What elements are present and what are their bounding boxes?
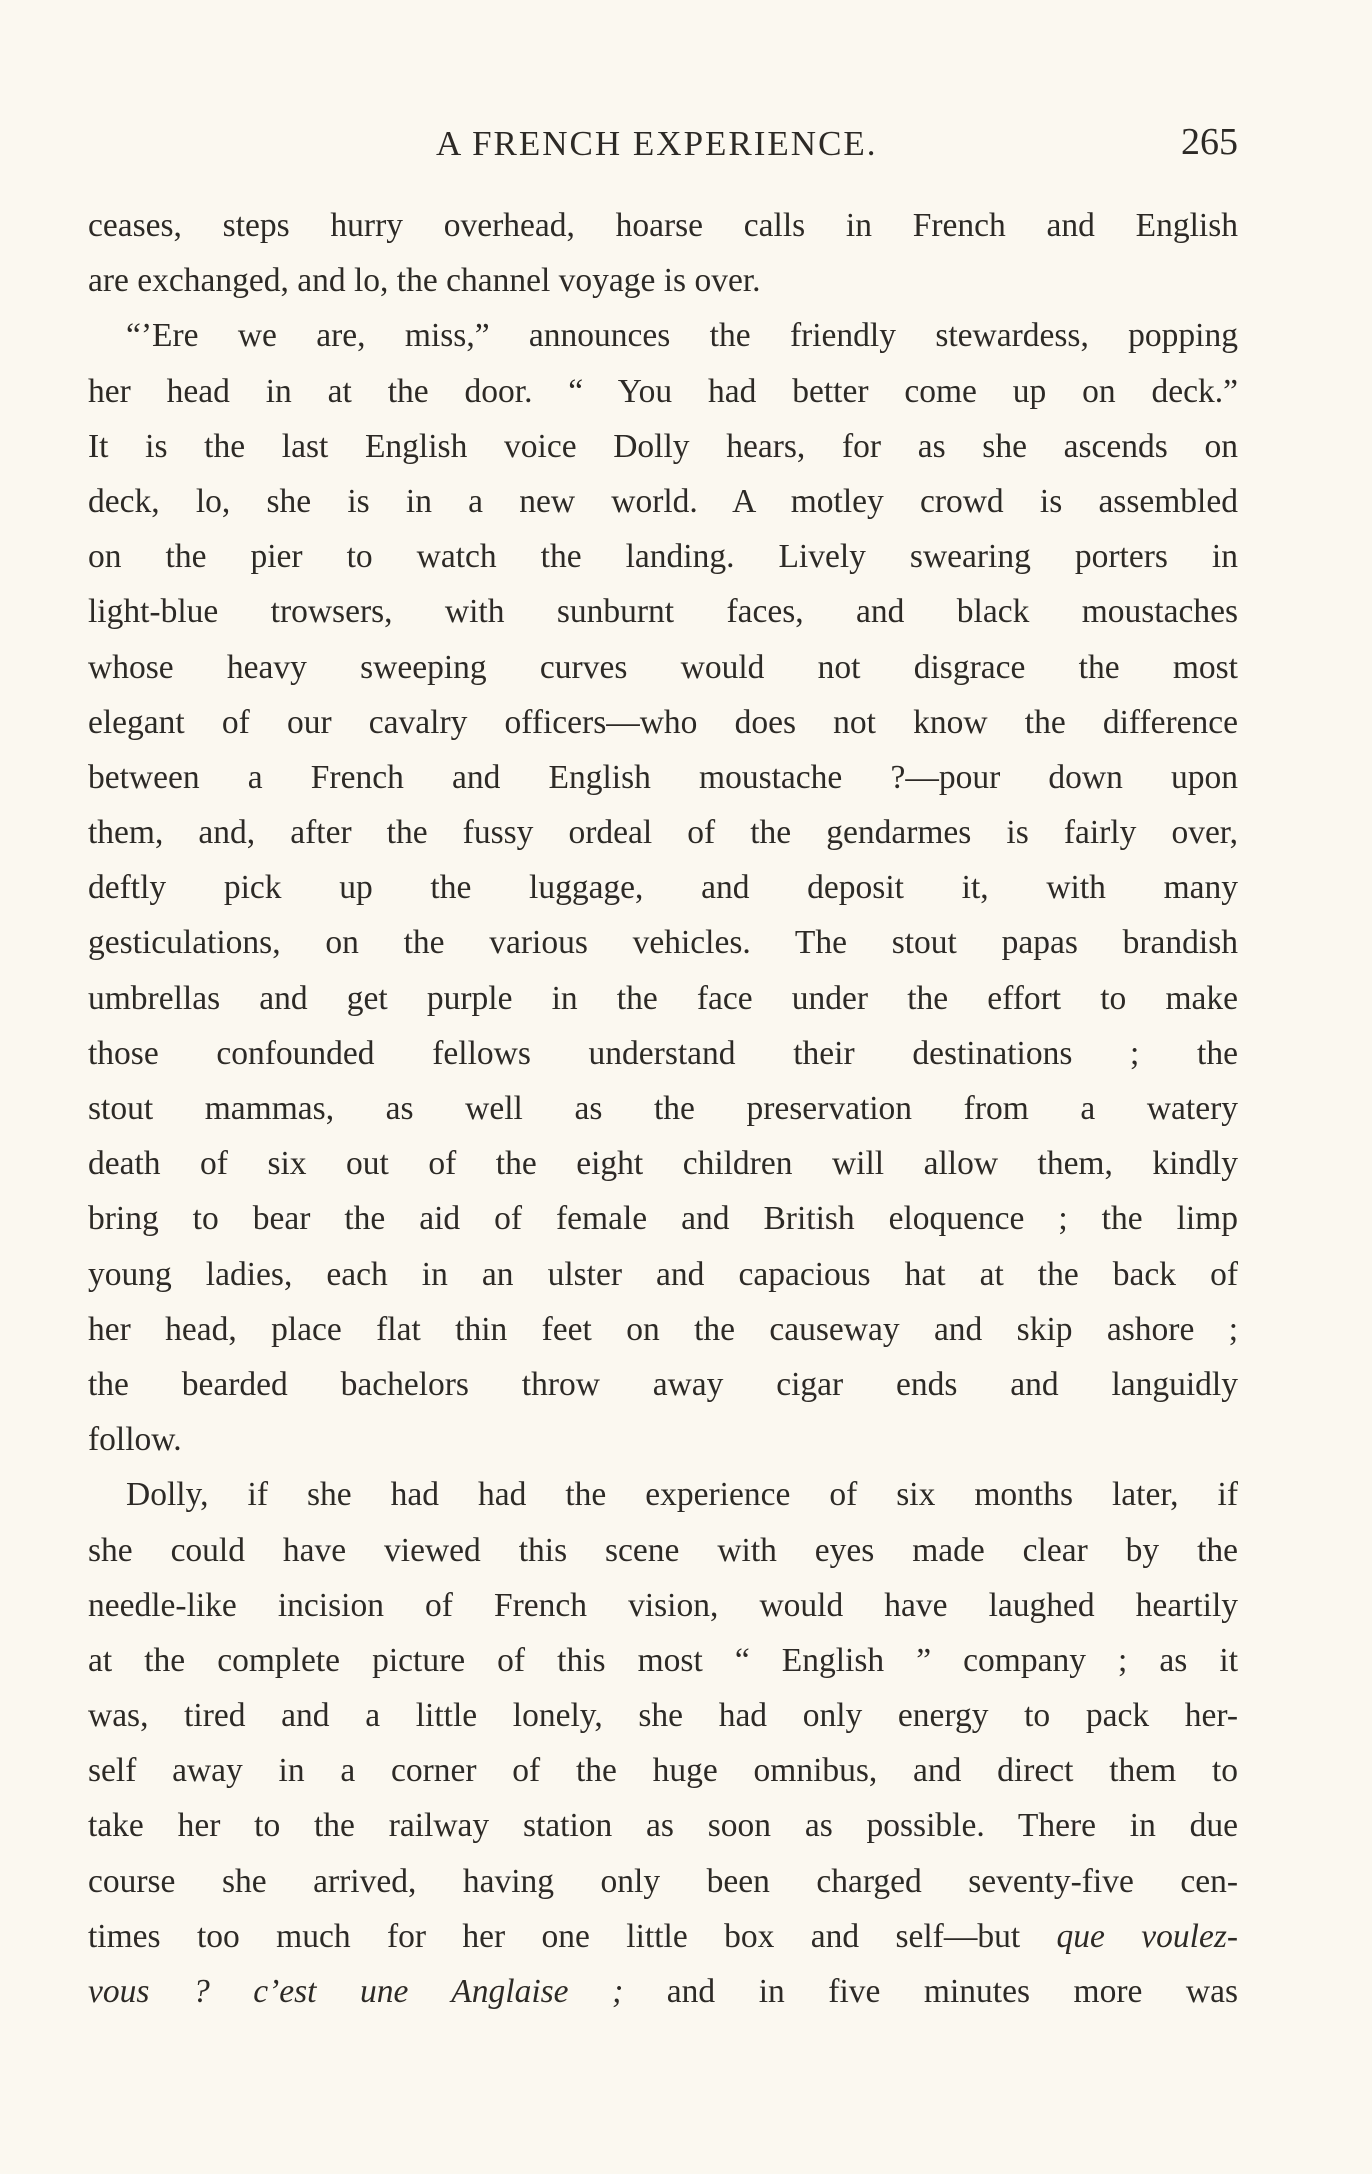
body-text xyxy=(88,198,1238,2019)
text-line: course she arrived, having only been charged seventy-five cen- xyxy=(88,1862,1238,1900)
text-line xyxy=(88,1964,1238,2019)
text-line: light-blue trowsers, with sunburnt faces, and black moustaches xyxy=(88,593,1238,631)
text-line: follow. xyxy=(88,1421,182,1459)
text-line: deck, lo, she is in a new world. A motley crowd is assembled xyxy=(88,482,1238,520)
text-line: take her to the railway station as soon as possible. There in due xyxy=(88,1807,1238,1845)
text-line: them, and, after the fussy ordeal of the gendarmes is fairly over, xyxy=(88,814,1238,852)
running-title: A FRENCH EXPERIENCE. xyxy=(436,124,878,163)
text-line xyxy=(88,1909,1238,1964)
text-line: needle-like incision of French vision, would have laughed heartily xyxy=(88,1586,1238,1624)
text-line: stout mammas, as well as the preservation from a watery xyxy=(88,1090,1238,1127)
text-line: her head in at the door. “ You had better come up on deck.” xyxy=(88,372,1238,410)
text-line: at the complete picture of this most “ English ” company ; as it xyxy=(88,1641,1238,1679)
text-line: death of six out of the eight children will allow them, kindly xyxy=(88,1145,1238,1183)
text-line: on the pier to watch the landing. Lively swearing porters in xyxy=(88,538,1238,576)
text-line: gesticulations, on the various vehicles. The stout papas brandish xyxy=(88,924,1238,962)
text-segment: and in five minutes more was xyxy=(623,1973,1238,2010)
italic-phrase: que voulez- xyxy=(1056,1917,1238,1955)
text-line: bring to bear the aid of female and British eloquence ; the limp xyxy=(88,1200,1238,1238)
text-line: was, tired and a little lonely, she had only energy to pack her- xyxy=(88,1697,1238,1735)
text-line: those confounded fellows understand their destinations ; the xyxy=(88,1034,1238,1072)
text-line: her head, place flat thin feet on the causeway and skip ashore ; xyxy=(88,1310,1238,1348)
text-line: It is the last English voice Dolly hears, for as she ascends on xyxy=(88,427,1238,465)
text-line: deftly pick up the luggage, and deposit it, with many xyxy=(88,869,1238,907)
text-line: elegant of our cavalry officers—who does not know the difference xyxy=(88,703,1238,741)
text-line: self away in a corner of the huge omnibus, and direct them to xyxy=(88,1752,1238,1790)
text-line: the bearded bachelors throw away cigar ends and languidly xyxy=(88,1365,1238,1403)
page-header xyxy=(88,121,1238,174)
text-line: between a French and English moustache ?—pour down upon xyxy=(88,758,1238,796)
text-line: she could have viewed this scene with eyes made clear by the xyxy=(88,1531,1238,1569)
text-line: “’Ere we are, miss,” announces the friendly stewardess, popping xyxy=(126,317,1238,355)
italic-phrase: vous ? c’est une Anglaise ; xyxy=(88,1973,624,2010)
text-line: whose heavy sweeping curves would not disgrace the most xyxy=(88,648,1238,686)
text-line: umbrellas and get purple in the face under the effort to make xyxy=(88,979,1238,1017)
text-line: Dolly, if she had had the experience of six months later, if xyxy=(126,1476,1238,1514)
text-line: young ladies, each in an ulster and capacious hat at the back of xyxy=(88,1255,1238,1293)
text-line: are exchanged, and lo, the channel voyage is over. xyxy=(88,262,761,300)
page-number: 265 xyxy=(1181,121,1238,163)
text-line: ceases, steps hurry overhead, hoarse calls in French and English xyxy=(88,207,1238,244)
text-segment: times too much for her one little box and self—but xyxy=(88,1917,1021,1955)
